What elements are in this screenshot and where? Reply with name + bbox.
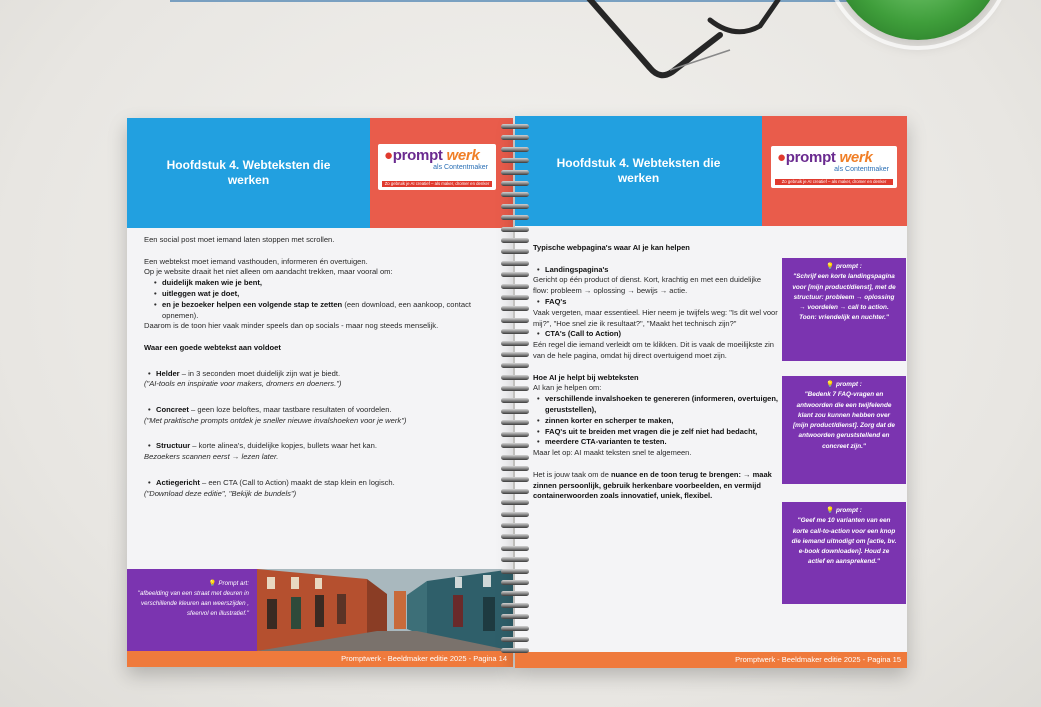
spiral-coil: [501, 306, 529, 311]
intro-line: Een social post moet iemand laten stoppen met scrollen.: [144, 235, 335, 244]
help-list: [533, 394, 778, 448]
prompt-box: 💡 prompt : "Geef me 10 varianten van een korte call-to-action voor een knop die iemand uitnodigt om [actie, bv. e-book downloaden]. Houd ze actief en aansprekend.": [782, 502, 906, 604]
right-footer: Promptwerk - Beeldmaker editie 2025 - Pagina 15: [515, 652, 907, 668]
art-strip: [127, 569, 513, 651]
list-item: • meerdere CTA-varianten te testen.: [537, 437, 778, 448]
lightbulb-icon: 💡: [826, 507, 835, 514]
spiral-coil: [501, 489, 529, 494]
spiral-coil: [501, 637, 529, 642]
goals-list: [144, 278, 494, 321]
logo-prompt: prompt: [392, 147, 443, 164]
spiral-binding: [501, 124, 529, 658]
spiral-coil: [501, 546, 529, 551]
spiral-coil: [501, 603, 529, 608]
criterion: • Concreet – geen loze beloftes, maar tastbare resultaten of voordelen.: [148, 405, 494, 416]
right-header: [515, 116, 907, 226]
spiral-coil: [501, 648, 529, 653]
help-intro: AI kan je helpen om:: [533, 383, 602, 393]
spiral-coil: [501, 352, 529, 357]
spiral-coil: [501, 512, 529, 517]
closing-line: Daarom is de toon hier vaak minder speels dan op socials - maar nog steeds menselijk.: [144, 321, 439, 331]
spiral-coil: [501, 261, 529, 266]
intro-line: Een webtekst moet iemand vasthouden, informeren én overtuigen.: [144, 256, 368, 266]
chapter-title: Hoofdstuk 4. Webteksten die werken: [556, 156, 721, 185]
spiral-coil: [501, 363, 529, 368]
prompt-box: 💡 prompt : "Bedenk 7 FAQ-vragen en antwoorden die een twijfelende klant zou kunnen hebben over [mijn product/dienst]. Zorg dat de antwoorden geruststellend en concreet zijn.": [782, 376, 906, 484]
criteria-list: [144, 369, 494, 380]
spiral-coil: [501, 272, 529, 277]
right-page: [515, 116, 907, 668]
art-prompt-text: "afbeelding van een straat met deuren in verschillende kleuren aan weerszijden , sfeervol en illustratief.": [137, 590, 249, 617]
spiral-coil: [501, 443, 529, 448]
warning-line: Maar let op: AI maakt teksten snel te algemeen.: [533, 448, 692, 458]
criterion-example: ("Download deze editie", "Bekijk de bundels"): [144, 488, 297, 498]
criterion: • Actiegericht – een CTA (Call to Action) maakt de stap klein en logisch.: [148, 478, 494, 489]
spiral-coil: [501, 341, 529, 346]
criterion-example: Bezoekers scannen eerst → lezen later.: [144, 452, 279, 462]
spiral-coil: [501, 181, 529, 186]
spiral-coil: [501, 135, 529, 140]
spiral-coil: [501, 170, 529, 175]
spiral-coil: [501, 557, 529, 562]
spiral-coil: [501, 409, 529, 414]
lightbulb-icon: 💡: [826, 381, 835, 388]
left-logo-block: [370, 118, 513, 228]
page-type: • CTA's (Call to Action): [537, 329, 778, 340]
logo-tagline: Zo gebruik je AI creatief – als maker, dromer en denker: [382, 181, 492, 187]
spiral-coil: [501, 249, 529, 254]
criterion-example: ("AI-tools en inspiratie voor makers, dromers en doeners."): [144, 379, 342, 389]
spiral-coil: [501, 227, 529, 232]
prompt-text: "Schrijf een korte landingspagina voor [mijn product/dienst], met de structuur: probleem → oplossing → voordelen → call to action. Toon: vriendelijk en nuchter.": [792, 273, 896, 322]
section-title: Typische webpagina's waar AI je kan helpen: [533, 243, 690, 252]
spiral-coil: [501, 580, 529, 585]
spiral-coil: [501, 534, 529, 539]
page-type-desc: Vaak vergeten, maar essentieel. Hier neem je twijfels weg: "Is dit wel voor mij?", "Hoe snel zie ik resultaat?", "Maakt het technisch zijn?": [533, 307, 778, 328]
spiral-coil: [501, 329, 529, 334]
street-image: [257, 569, 513, 651]
logo-tagline: Zo gebruik je AI creatief – als maker, dromer en denker: [775, 179, 893, 185]
spiral-coil: [501, 398, 529, 403]
left-body: [144, 235, 494, 499]
lightbulb-icon: 💡: [208, 580, 217, 587]
spiral-coil: [501, 569, 529, 574]
right-logo-block: [762, 116, 907, 226]
spiral-coil: [501, 466, 529, 471]
spiral-coil: [501, 215, 529, 220]
spiral-coil: [501, 386, 529, 391]
spiral-coil: [501, 284, 529, 289]
spiral-coil: [501, 432, 529, 437]
right-body: [533, 243, 778, 502]
list-item: • en je bezoeker helpen een volgende stap te zetten (een download, een aankoop, contact opnemen).: [154, 300, 494, 322]
spiral-coil: [501, 477, 529, 482]
chapter-title: Hoofdstuk 4. Webteksten die werken: [166, 158, 331, 187]
promptwerk-logo: ●prompt werk als Contentmaker Zo gebruik je AI creatief – als maker, dromer en denker: [771, 146, 897, 188]
prompt-text: "Geef me 10 varianten van een korte call-to-action voor een knop die iemand uitnodigt om [actie, bv. e-book downloaden]. Houd ze actief en aansprekend.": [791, 517, 897, 566]
spiral-coil: [501, 500, 529, 505]
spiral-coil: [501, 591, 529, 596]
right-title-block: [515, 116, 762, 226]
section-title: Waar een goede webtekst aan voldoet: [144, 342, 281, 352]
list-item: • zinnen korter en scherper te maken,: [537, 416, 778, 427]
criterion-example: ("Met praktische prompts ontdek je sneller nieuwe invalshoeken voor je werk"): [144, 415, 407, 425]
spiral-coil: [501, 295, 529, 300]
spiral-coil: [501, 626, 529, 631]
page-type: • FAQ's: [537, 297, 778, 308]
list-item: • duidelijk maken wie je bent,: [154, 278, 494, 289]
intro-line: Op je website draait het niet alleen om aandacht trekken, maar vooral om:: [144, 267, 393, 277]
page-type-desc: Eén regel die iemand verleidt om te klikken. Dit is vaak de moeilijkste zin van de hele pagina, omdat hij direct overtuigend moet zijn.: [533, 340, 774, 360]
spiral-coil: [501, 192, 529, 197]
prompt-box: 💡 prompt : "Schrijf een korte landingspagina voor [mijn product/dienst], met de structuur: probleem → oplossing → voordelen → call to action. Toon: vriendelijk en nuchter.": [782, 258, 906, 361]
art-prompt-caption: 💡 Prompt art: "afbeelding van een straat met deuren in verschillende kleuren aan weerszijden , sfeervol en illustratief.": [127, 569, 257, 651]
left-header: [127, 118, 513, 228]
logo-subtitle: als Contentmaker: [834, 166, 889, 173]
spiral-coil: [501, 420, 529, 425]
spiral-coil: [501, 147, 529, 152]
left-page: [127, 118, 513, 667]
criterion: • Structuur – korte alinea's, duidelijke kopjes, bullets waar het kan.: [148, 441, 494, 452]
spiral-coil: [501, 238, 529, 243]
list-item: • FAQ's uit te breiden met vragen die je zelf niet had bedacht,: [537, 427, 778, 438]
logo-subtitle: als Contentmaker: [433, 164, 488, 171]
page-type: • Landingspagina's: [537, 265, 778, 276]
lightbulb-icon: 💡: [826, 263, 835, 270]
eyeglasses-icon: [560, 0, 800, 100]
spiral-coil: [501, 375, 529, 380]
list-item: • uitleggen wat je doet,: [154, 289, 494, 300]
prompt-text: "Bedenk 7 FAQ-vragen en antwoorden die een twijfelende klant zou kunnen hebben over [mijn product/dienst]. Zorg dat de antwoorden geruststellend en concreet zijn.": [793, 391, 895, 450]
spiral-coil: [501, 318, 529, 323]
page-type-desc: Gericht op één product of dienst. Kort, krachtig en met een duidelijke flow: probleem → oplossing → bewijs → actie.: [533, 275, 762, 296]
street-illustration: [257, 569, 513, 651]
task-paragraph: Het is jouw taak om de nuance en de toon terug te brengen: → maak zinnen persoonlijk, gebruik herkenbare voorbeelden, en vermijd containerwoorden zoals innovatief, uniek, flexibel.: [533, 469, 772, 501]
promptwerk-logo: ●prompt werk als Contentmaker Zo gebruik je AI creatief – als maker, dromer en denker: [378, 144, 496, 190]
spiral-coil: [501, 124, 529, 129]
spiral-coil: [501, 204, 529, 209]
spiral-coil: [501, 158, 529, 163]
logo-prompt: prompt: [785, 149, 836, 166]
list-item: • verschillende invalshoeken te genereren (informeren, overtuigen, geruststellen),: [537, 394, 778, 416]
glass-rim: [823, 0, 1013, 50]
criterion: • Helder – in 3 seconden moet duidelijk zijn wat je biedt.: [148, 369, 494, 380]
logo-werk: werk: [839, 149, 873, 166]
left-footer: Promptwerk - Beeldmaker editie 2025 - Pagina 14: [127, 651, 513, 667]
spiral-coil: [501, 523, 529, 528]
spiral-coil: [501, 614, 529, 619]
help-title: Hoe AI je helpt bij webteksten: [533, 372, 639, 382]
spiral-coil: [501, 455, 529, 460]
left-title-block: [127, 118, 370, 228]
logo-werk: werk: [446, 147, 480, 164]
